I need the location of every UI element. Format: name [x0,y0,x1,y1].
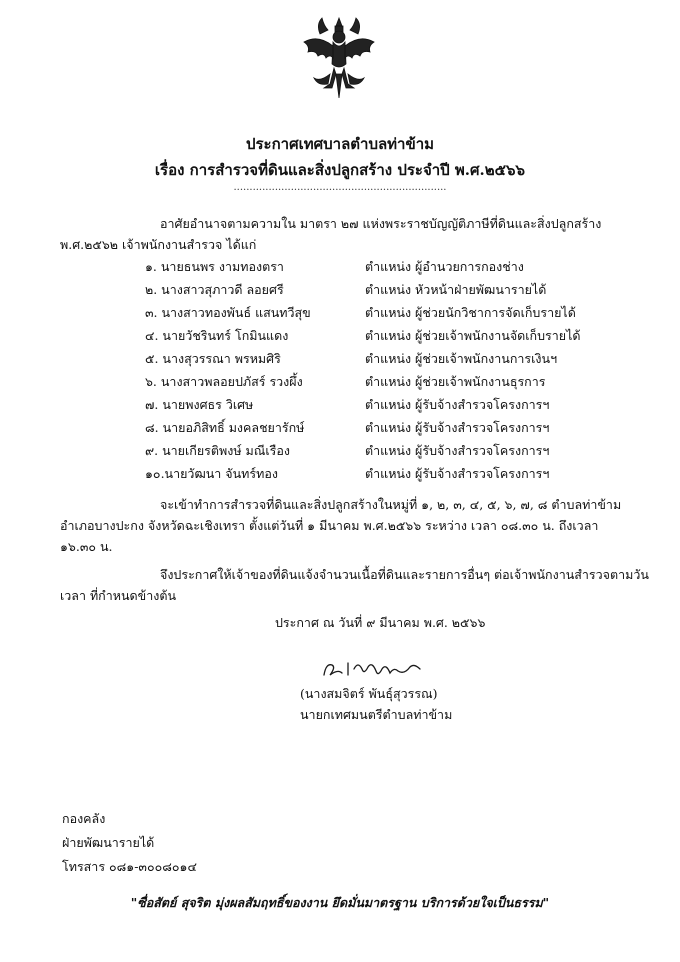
garuda-emblem-icon [300,12,378,102]
staff-name: ๓. นางสาวทองพันธ์ แสนทวีสุข [145,305,311,320]
intro-line-2: พ.ศ.๒๕๖๒ เจ้าพนักงานสำรวจ ได้แก่ [60,237,257,252]
staff-name: ๗. นายพงศธร วิเศษ [145,397,254,412]
staff-name: ๑. นายธนพร งามทองตรา [145,259,284,274]
motto: "ซื่อสัตย์ สุจริต มุ่งผลสัมฤทธิ์ของงาน ยึดมั่นมาตรฐาน บริการด้วยใจเป็นธรรม" [130,895,550,910]
signatory-name: (นางสมจิตร์ พันธุ์สุวรรณ) [300,686,438,701]
staff-name: ๒. นางสาวสุภาวดี ลอยศรี [145,282,284,297]
announcement-date: ประกาศ ณ วันที่ ๙ มีนาคม พ.ศ. ๒๕๖๖ [275,615,486,630]
staff-position: ตำแหน่ง ผู้ช่วยเจ้าพนักงานธุรการ [365,374,546,389]
staff-position: ตำแหน่ง หัวหน้าฝ่ายพัฒนารายได้ [365,282,547,297]
notice-line-2: เวลา ที่กำหนดข้างต้น [60,588,177,603]
survey-line-3: ๑๖.๓๐ น. [60,539,113,554]
staff-name: ๖. นางสาวพลอยปภัสร์ รวงผึ้ง [145,374,303,389]
staff-position: ตำแหน่ง ผู้ช่วยนักวิชาการจัดเก็บรายได้ [365,305,576,320]
staff-name: ๙. นายเกียรติพงษ์ มณีเรือง [145,443,290,458]
staff-name: ๘. นายอภิสิทธิ์ มงคลชยารักษ์ [145,420,305,435]
footer-division: กองคลัง [62,811,106,826]
announcement-subject: เรื่อง การสำรวจที่ดินและสิ่งปลูกสร้าง ประจำปี พ.ศ.๒๕๖๖ [154,161,526,179]
staff-name: ๕. นางสุวรรณา พรหมศิริ [145,351,281,366]
staff-position: ตำแหน่ง ผู้ช่วยเจ้าพนักงานจัดเก็บรายได้ [365,328,581,343]
staff-position: ตำแหน่ง ผู้รับจ้างสำรวจโครงการฯ [365,397,550,412]
notice-line-1: จึงประกาศให้เจ้าของที่ดินแจ้งจำนวนเนื้อที่ดินและรายการอื่นๆ ต่อเจ้าพนักงานสำรวจตามวัน [160,567,649,582]
staff-position: ตำแหน่ง ผู้รับจ้างสำรวจโครงการฯ [365,420,550,435]
footer-section: ฝ่ายพัฒนารายได้ [62,835,155,850]
staff-name: ๑๐.นายวัฒนา จันทร์ทอง [145,466,278,481]
title-separator: ................................................................... [233,182,447,193]
survey-line-2: อำเภอบางปะกง จังหวัดฉะเชิงเทรา ตั้งแต่วันที่ ๑ มีนาคม พ.ศ.๒๕๖๖ ระหว่าง เวลา ๐๘.๓๐ น. ถึงเวลา [60,518,599,533]
announcement-title: ประกาศเทศบาลตำบลท่าข้าม [245,135,435,153]
intro-line-1: อาศัยอำนาจตามความใน มาตรา ๒๗ แห่งพระราชบัญญัติภาษีที่ดินและสิ่งปลูกสร้าง [160,216,602,231]
signatory-title: นายกเทศมนตรีตำบลท่าข้าม [300,707,453,722]
staff-position: ตำแหน่ง ผู้รับจ้างสำรวจโครงการฯ [365,466,550,481]
staff-position: ตำแหน่ง ผู้อำนวยการกองช่าง [365,259,524,274]
footer-fax: โทรสาร ๐๘๑-๓๐๐๘๐๑๔ [62,859,197,874]
staff-position: ตำแหน่ง ผู้รับจ้างสำรวจโครงการฯ [365,443,550,458]
survey-line-1: จะเข้าทำการสำรวจที่ดินและสิ่งปลูกสร้างในหมู่ที่ ๑, ๒, ๓, ๔, ๕, ๖, ๗, ๘ ตำบลท่าข้าม [160,497,622,512]
staff-name: ๔. นายวัชรินทร์ โกมินแดง [145,328,289,343]
staff-position: ตำแหน่ง ผู้ช่วยเจ้าพนักงานการเงินฯ [365,351,558,366]
handwritten-signature-icon [318,655,428,683]
